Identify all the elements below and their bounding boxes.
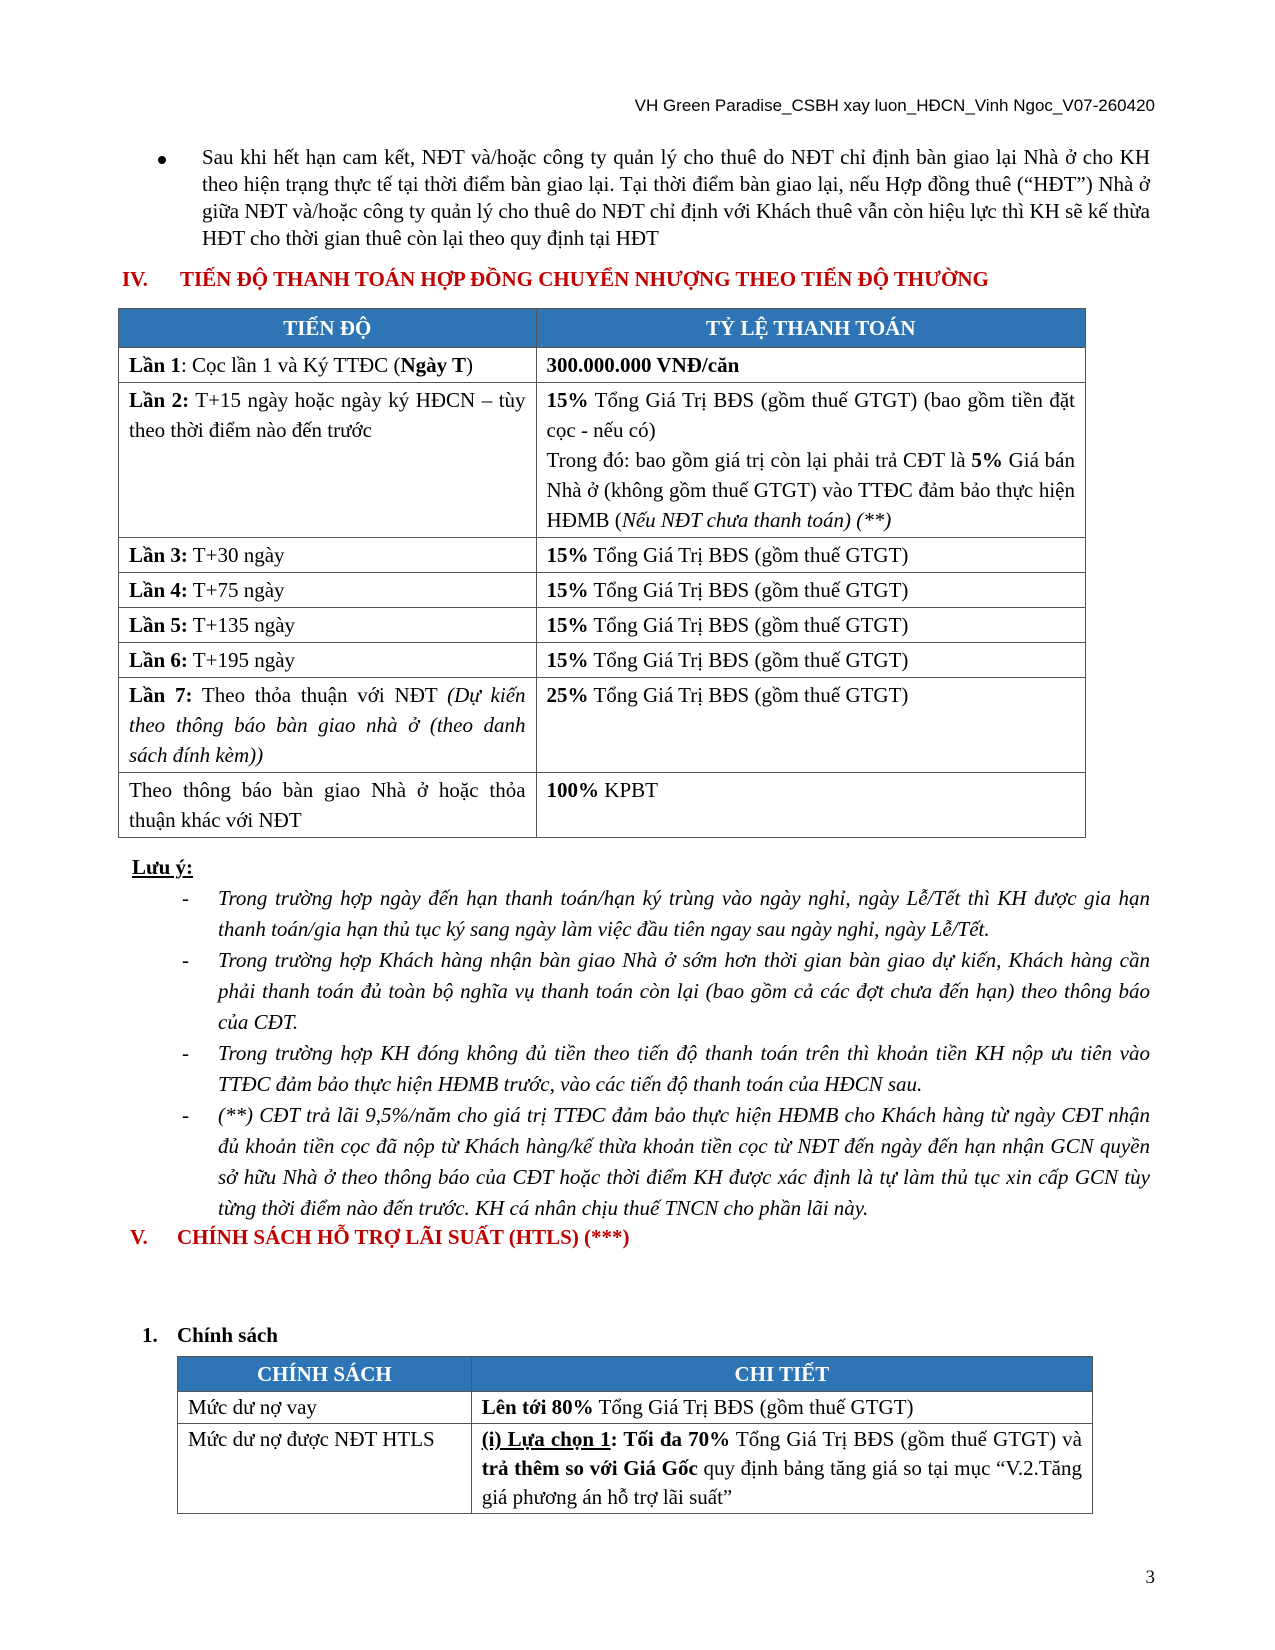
table-header-row [119, 309, 1086, 348]
notes-title: Lưu ý: [132, 855, 194, 879]
section-v-title: CHÍNH SÁCH HỖ TRỢ LÃI SUẤT (HTLS) (***) [177, 1225, 630, 1249]
header-detail: CHI TIẾT [471, 1357, 1092, 1392]
table-row [178, 1392, 1093, 1424]
stage-cell: Lần 3: T+30 ngày [119, 538, 537, 573]
rate-cell: 300.000.000 VNĐ/căn [536, 348, 1085, 383]
policy-table [177, 1356, 1093, 1514]
rate-cell: 15% Tổng Giá Trị BĐS (gồm thuế GTGT) [536, 538, 1085, 573]
note-item: - Trong trường hợp ngày đến hạn thanh toán/hạn ký trùng vào ngày nghỉ, ngày Lễ/Tết thì KH được gia hạn thanh toán/gia hạn thủ tục ký sang ngày làm việc đầu tiên ngay sau ngày nghỉ, ngày Lễ/Tết. [182, 886, 1150, 941]
stage-cell: Lần 4: T+75 ngày [119, 573, 537, 608]
policy-cell: Mức dư nợ vay [178, 1392, 472, 1424]
stage-cell: Lần 7: Theo thỏa thuận với NĐT (Dự kiến theo thông báo bàn giao nhà ở (theo danh sách đính kèm)) [119, 678, 537, 773]
rate-cell: 15% Tổng Giá Trị BĐS (gồm thuế GTGT) [536, 573, 1085, 608]
header-policy: CHÍNH SÁCH [178, 1357, 472, 1392]
section-v-number: V. [130, 1225, 148, 1249]
rate-cell: 15% Tổng Giá Trị BĐS (gồm thuế GTGT) (bao gồm tiền đặt cọc - nếu có) Trong đó: bao gồm giá trị còn lại phải trả CĐT là 5% Giá bán Nhà ở (không gồm thuế GTGT) vào TTĐC đảm bảo thực hiện HĐMB (Nếu NĐT chưa thanh toán) (**) [536, 383, 1085, 538]
section-iv-number: IV. [122, 267, 148, 291]
stage-cell: Lần 1: Cọc lần 1 và Ký TTĐC (Ngày T) [119, 348, 537, 383]
table-row [119, 678, 1086, 773]
stage-cell: Theo thông báo bàn giao Nhà ở hoặc thỏa thuận khác với NĐT [119, 773, 537, 838]
note-item: - (**) CĐT trả lãi 9,5%/năm cho giá trị TTĐC đảm bảo thực hiện HĐMB cho Khách hàng từ ngày CĐT nhận đủ khoản tiền cọc đã nộp từ Khách hàng/kế thừa khoản tiền cọc từ NĐT đến ngày đến hạn nhận GCN quyền sở hữu Nhà ở theo thông báo của CĐT hoặc thời điểm KH được xác định là tự làm thủ tục xin cấp GCN tùy từng thời điểm nào đến trước. KH cá nhân chịu thuế TNCN cho phần lãi này. [182, 1103, 1150, 1220]
table-row [178, 1424, 1093, 1514]
table-row [119, 608, 1086, 643]
note-item: - Trong trường hợp Khách hàng nhận bàn giao Nhà ở sớm hơn thời gian bàn giao dự kiến, Khách hàng cần phải thanh toán đủ toàn bộ nghĩa vụ thanh toán còn lại (bao gồm cả các đợt chưa đến hạn) theo thông báo của CĐT. [182, 948, 1150, 1034]
stage-cell: Lần 2: T+15 ngày hoặc ngày ký HĐCN – tùy theo thời điểm nào đến trước [119, 383, 537, 538]
detail-cell: (i) Lựa chọn 1: Tối đa 70% Tổng Giá Trị BĐS (gồm thuế GTGT) và trả thêm so với Giá Gốc quy định bảng tăng giá so tại mục “V.2.Tăng giá phương án hỗ trợ lãi suất” [471, 1424, 1092, 1514]
page-number: 3 [1145, 1567, 1155, 1588]
table-row [119, 383, 1086, 538]
section-v-heading [130, 1225, 630, 1250]
table-row [119, 773, 1086, 838]
payment-schedule-table [118, 308, 1086, 838]
table-header-row [178, 1357, 1093, 1392]
header-rate: TỶ LỆ THANH TOÁN [536, 309, 1085, 348]
intro-bullet-text: Sau khi hết hạn cam kết, NĐT và/hoặc công ty quản lý cho thuê do NĐT chỉ định bàn giao lại Nhà ở cho KH theo hiện trạng thực tế tại thời điểm bàn giao lại. Tại thời điểm bàn giao lại, nếu Hợp đồng thuê (“HĐT”) Nhà ở giữa NĐT và/hoặc công ty quản lý cho thuê do NĐT chỉ định với Khách thuê vẫn còn hiệu lực thì KH sẽ kế thừa HĐT cho thời gian thuê còn lại theo quy định tại HĐT [202, 145, 1150, 250]
stage-cell: Lần 6: T+195 ngày [119, 643, 537, 678]
table-row [119, 573, 1086, 608]
table-row [119, 643, 1086, 678]
page-header: VH Green Paradise_CSBH xay luon_HĐCN_Vinh Ngoc_V07-260420 [634, 96, 1155, 115]
rate-cell: 25% Tổng Giá Trị BĐS (gồm thuế GTGT) [536, 678, 1085, 773]
subsection-heading: 1. Chính sách [142, 1323, 278, 1347]
section-iv-title: TIẾN ĐỘ THANH TOÁN HỢP ĐỒNG CHUYỂN NHƯỢNG THEO TIẾN ĐỘ THƯỜNG [180, 267, 989, 291]
rate-cell: 100% KPBT [536, 773, 1085, 838]
header-stage: TIẾN ĐỘ [119, 309, 537, 348]
bullet-icon [158, 156, 166, 164]
note-item: - Trong trường hợp KH đóng không đủ tiền theo tiến độ thanh toán trên thì khoản tiền KH nộp ưu tiên vào TTĐC đảm bảo thực hiện HĐMB trước, vào các tiến độ thanh toán của HĐCN sau. [182, 1041, 1150, 1096]
section-iv-heading [122, 267, 989, 292]
stage-cell: Lần 5: T+135 ngày [119, 608, 537, 643]
policy-cell: Mức dư nợ được NĐT HTLS [178, 1424, 472, 1514]
rate-cell: 15% Tổng Giá Trị BĐS (gồm thuế GTGT) [536, 608, 1085, 643]
detail-cell: Lên tới 80% Tổng Giá Trị BĐS (gồm thuế GTGT) [471, 1392, 1092, 1424]
table-row [119, 538, 1086, 573]
table-row [119, 348, 1086, 383]
notes-block [130, 852, 1150, 1224]
intro-bullet [160, 144, 1150, 252]
rate-cell: 15% Tổng Giá Trị BĐS (gồm thuế GTGT) [536, 643, 1085, 678]
